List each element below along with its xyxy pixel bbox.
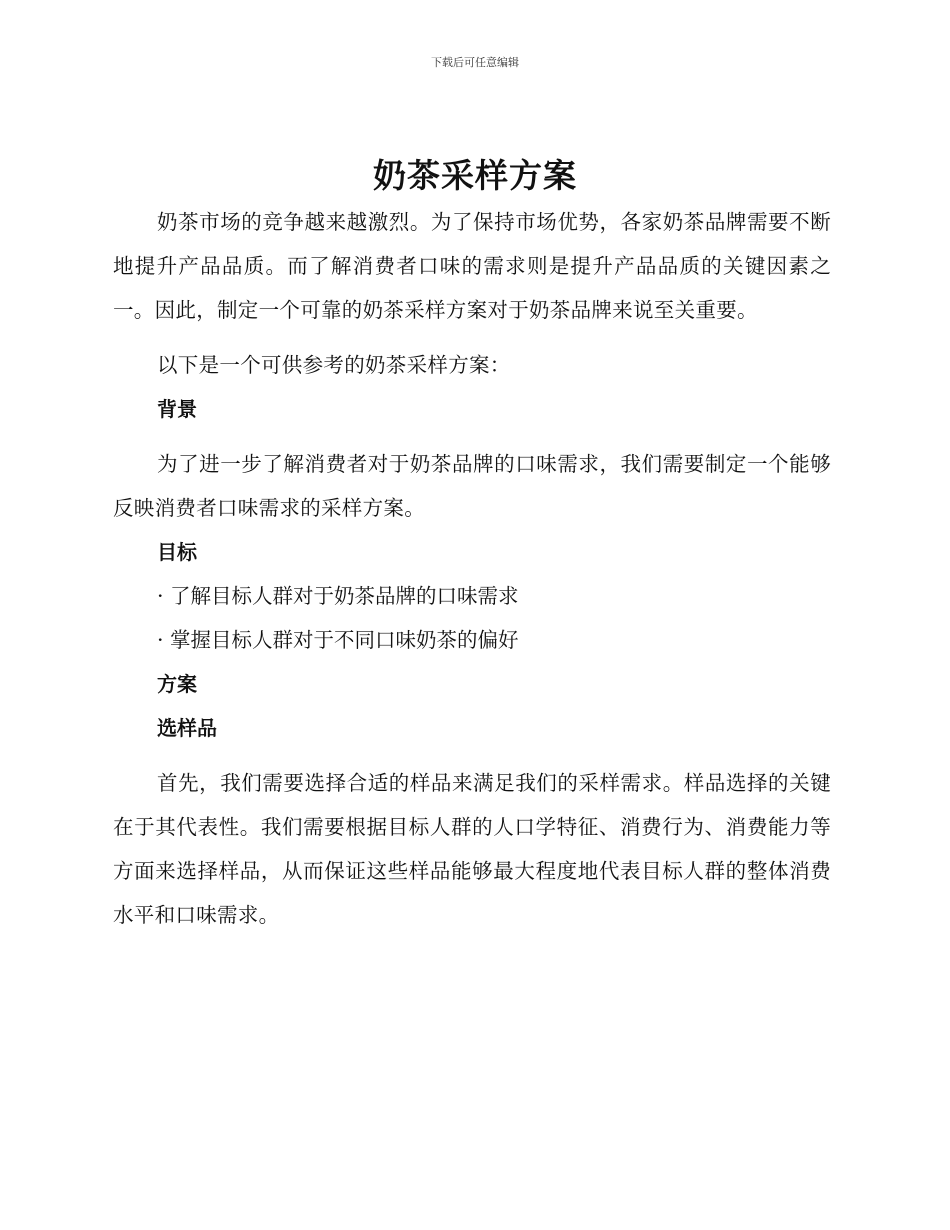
goal-item: · 了解目标人群对于奶茶品牌的口味需求 [157, 584, 519, 608]
page-title: 奶茶采样方案 [373, 156, 577, 195]
goal-item: · 掌握目标人群对于不同口味奶茶的偏好 [157, 628, 519, 652]
lead-paragraph: 以下是一个可供参考的奶茶采样方案： [157, 353, 511, 377]
section-heading-plan: 方案 [157, 672, 197, 696]
header-note: 下载后可任意编辑 [431, 56, 519, 69]
background-paragraph: 为了进一步了解消费者对于奶茶品牌的口味需求，我们需要制定一个能够反映消费者口味需求的采样方案。 [113, 452, 831, 520]
section-heading-goals: 目标 [157, 540, 197, 564]
subsection-heading-sample-selection: 选样品 [157, 716, 217, 740]
sample-selection-paragraph: 首先，我们需要选择合适的样品来满足我们的采样需求。样品选择的关键在于其代表性。我们需要根据目标人群的人口学特征、消费行为、消费能力等方面来选择样品，从而保证这些样品能够最大程度地代表目标人群的整体消费水平和口味需求。 [113, 771, 831, 927]
section-heading-background: 背景 [157, 397, 197, 421]
document-body [113, 200, 831, 937]
intro-paragraph: 奶茶市场的竞争越来越激烈。为了保持市场优势，各家奶茶品牌需要不断地提升产品品质。而了解消费者口味的需求则是提升产品品质的关键因素之一。因此，制定一个可靠的奶茶采样方案对于奶茶品牌来说至关重要。 [113, 210, 831, 322]
